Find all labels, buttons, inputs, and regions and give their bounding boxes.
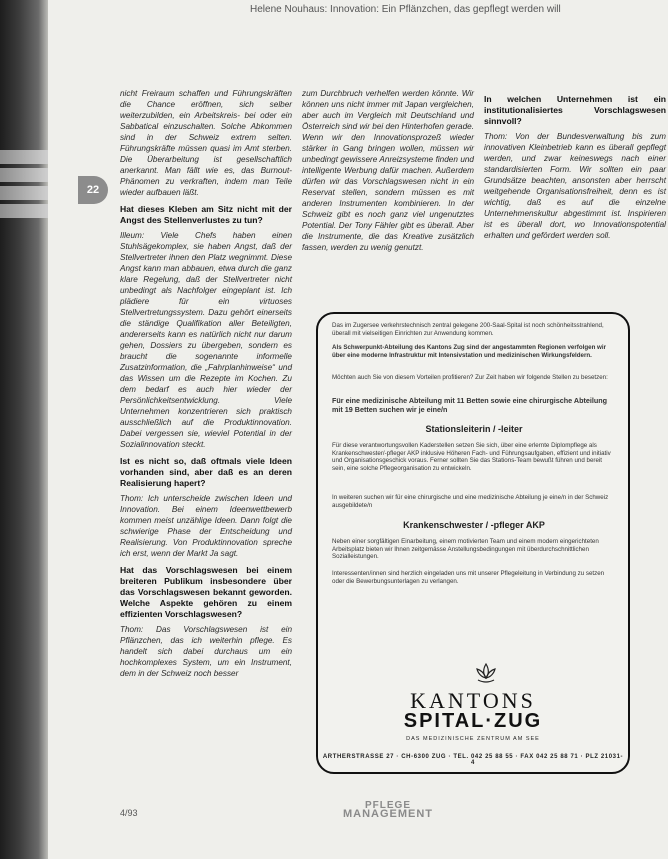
interview-question: Ist es nicht so, daß oftmals viele Ideen vorhanden sind, aber daß es an deren Realisierung hapert? [120, 456, 292, 488]
magazine-logo-bottom: MANAGEMENT [342, 808, 434, 820]
job-advertisement [316, 312, 630, 774]
logo-spital-zug: SPITAL·ZUG [403, 710, 543, 732]
ad-job1-title: Stationsleiterin / -leiter [425, 424, 523, 434]
ad-question: Möchten auch Sie von diesem Vorteilen profitieren? Zur Zeit haben wir folgende Stellen zu besetzen: [332, 374, 608, 381]
running-head: Helene Nouhaus: Innovation: Ein Pflänzchen, das gepflegt werden will [250, 4, 561, 15]
interview-paragraph: Thom: Das Vorschlagswesen ist ein Pflänzchen, das ich weiterhin pflege. Es handelt sich dabei durchaus um ein hochkomplexes System, um ein Instrument, dem in der Schweiz noch besser [120, 625, 292, 678]
ad-job2-title: Krankenschwester / -pfleger AKP [403, 520, 545, 530]
ad-job1-text: Für diese verantwortungsvollen Kaderstellen setzen Sie sich, über eine erlernte Diplompflege als Krankenschwester/-pfleger AKP inklusive Höheren Fach- und Führungsaufgaben, effizient und initiativ und Organisationsgeschick voraus. Ferner sollten Sie das Stations-Team bewußt führen und bereit sein, eine solche Pflegeorganisation zu entwickeln. [332, 442, 611, 472]
page-number-tab: 22 [78, 176, 108, 204]
article-column-3 [484, 88, 666, 247]
book-gutter [0, 0, 48, 859]
logo-kantons: KANTONS [410, 688, 536, 713]
article-column-1 [120, 88, 292, 685]
magazine-logo-top: PFLEGE [364, 800, 411, 811]
interview-question: In welchen Unternehmen ist ein institutionalisiertes Vorschlagswesen sinnvoll? [484, 94, 666, 126]
interview-question: Hat dieses Kleben am Sitz nicht mit der Angst des Stellenverlustes zu tun? [120, 204, 292, 225]
interview-paragraph: Thom: Von der Bundesverwaltung bis zum innovativen Kleinbetrieb kann es überall gepflegt werden, und zwar keineswegs nach einer standardisierten Form. Wir sollten ein paar Grundsätze beachten, ansonsten aber herrscht weitgehende Organisationsfreiheit, denn es ist wichtig, daß es auf die einzelne Unternehmenskultur abgestimmt ist. Inspirieren ist es überall dort, wo Innovationspotential erhalten und gefördert werden soll. [484, 132, 666, 240]
issue-number: 4/93 [120, 808, 138, 818]
ad-job1-extra: In weiteren suchen wir für eine chirurgische und eine medizinische Abteilung je eine/n in der Schweiz ausgebildete/n [332, 494, 609, 509]
ad-job2-text: Neben einer sorgfältigen Einarbeitung, einem motivierten Team und einem modern eingerichteten Arbeitsplatz bieten wir Ihnen zeitgemässe Anstellungsbedingungen mit überdurchschnittlichen Sozialleistungen. [332, 538, 599, 561]
interview-paragraph: zum Durchbruch verhelfen werden könnte. Wir können uns nicht immer mit Japan vergleichen, aber auch im Vergleich mit Deutschland und Österreich sind wir bei den Hinterhofen gerade. Wenn wir den Innovationsprozeß wieder stärker in Gang bringen wollen, müssen wir unbedingt gewissere Anreizsysteme finden und intelligente Werbung dafür machen. Außerdem dürfen wir das Vorschlagswesen nicht in ein Reservat stellen, sondern müssen es mit anderen Instrumenten kombinieren. In der Schweiz gibt es noch ganz viel ungenutztes Potential. Der Tony Fähler gibt es überall. Aber die Instrumente, die das Kreative zusätzlich fassen, werden zu wenig genutzt. [302, 89, 474, 252]
magazine-logo [318, 800, 458, 820]
ad-department: Für eine medizinische Abteilung mit 11 Betten sowie eine chirurgische Abteilung mit 19 Betten suchen wir je eine/n [332, 396, 608, 414]
lotus-logo-icon [474, 662, 498, 684]
ad-address: ARTHERSTRASSE 27 · CH-6300 ZUG · TEL. 042 25 88 55 · FAX 042 25 88 71 · PLZ 21031-4 [322, 754, 624, 766]
interview-question: Hat das Vorschlagswesen bei einem breiteren Publikum insbesondere über das Vorschlagswesen bekannt geworden. Welche Aspekte gehören zu einem effizienten Vorschlagswesen? [120, 565, 292, 619]
interview-paragraph: Illeum: Viele Chefs haben einen Stuhlsägekomplex, sie haben Angst, daß der Stellvertreter ihnen den Platz wegnimmt. Diese Angst kann man abbauen, etwa durch die ganz klare Regelung, daß der Stellvertreter nicht unbedingt als Nachfolger eingeplant ist. Ich plädiere für ein virtuoses Stellvertretungssystem. Dazu gehört einerseits die ständige Qualifikation aller Beteiligten, andererseits kann es natürlich nicht nur darum gehen, Dossiers zu übergeben, sondern es braucht die sogenannte informelle Zusatzinformation, die „Fahrplanhinweise“ und das Wissen um die Rezepte im Kochen. Zu dem bedarf es auch hier wieder der Persönlichkeitsentwicklung. Viele Unternehmen konzentrieren sich praktisch ausschließlich auf die Produktinnovation. Dabei vergessen sie, wieviel Potential in der Sozialinnovation steckt. [120, 231, 292, 449]
logo-subtitle: DAS MEDIZINISCHE ZENTRUM AM SEE [406, 736, 540, 742]
article-column-2 [302, 88, 474, 259]
ad-schwerpunkt: Als Schwerpunkt-Abteilung des Kantons Zug sind der angestammten Regionen verfolgen wir über eine moderne Infrastruktur mit Intensivstation und medizinischen Wirkungsfeldern. [332, 344, 607, 359]
interview-paragraph: nicht Freiraum schaffen und Führungskräften die Chance eröffnen, sich selber weiterzubilden, ein Arbeitskreis- bei oder ein Sabbatical einzuschalten. Solche Abkommen sind in der Schweiz extrem selten. Führungskräfte müssen quasi im Amt sterben. Die Überarbeitung ist gesellschaftlich anerkannt. Man fällt wie es, das Burnout-Phänomen zu verkraften, indem man Teile wieder aufbauen läßt. [120, 89, 292, 197]
ad-contact: Interessenten/innen sind herzlich eingeladen uns mit unserer Pflegeleitung in Verbindung zu setzen oder die Bewerbungsunterlagen zu verlangen. [332, 570, 605, 585]
interview-paragraph: Thom: Ich unterscheide zwischen Ideen und Innovation. Bei einem Ideenwettbewerb kommen meist unzählige Ideen. Dann folgt die schwierige Phase der Entscheidung und Realisierung. Von Produktinnovation spreche ich erst, wenn der Markt Ja sagt. [120, 494, 292, 558]
ad-intro: Das im Zugersee verkehrstechnisch zentral gelegene 200-Saal-Spital ist noch schönheitsstrahlend, überall mit vielseitigen Einrichten zur Anwendung kommen. [332, 322, 604, 337]
